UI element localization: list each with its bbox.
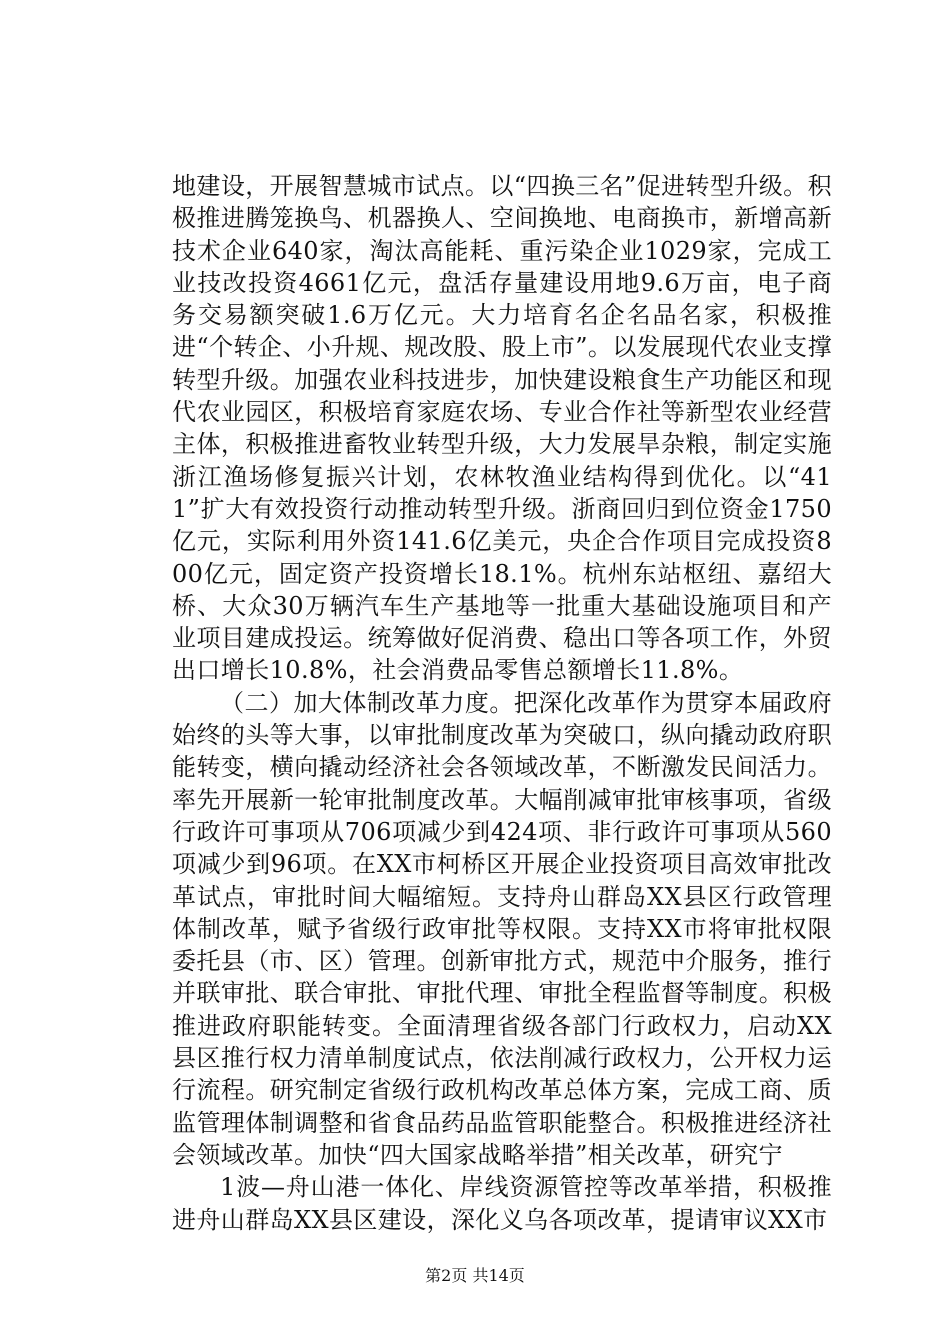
body-text <box>172 170 832 1236</box>
paragraph-section-two: （二）加大体制改革力度。把深化改革作为贯穿本届政府始终的头等大事，以审批制度改革为突破口，纵向撬动政府职能转变，横向撬动经济社会各领域改革，不断激发民间活力。率先开展新一轮审批制度改革。大幅削减审批审核事项，省级行政许可事项从706项减少到424项、非行政许可事项从560项减少到96项。在XX市柯桥区开展企业投资项目高效审批改革试点，审批时间大幅缩短。支持舟山群岛XX县区行政管理体制改革，赋予省级行政审批等权限。支持XX市将审批权限委托县（市、区）管理。创新审批方式，规范中介服务，推行并联审批、联合审批、审批代理、审批全程监督等制度。积极推进政府职能转变。全面清理省级各部门行政权力，启动XX县区推行权力清单制度试点，依法削减行政权力，公开权力运行流程。研究制定省级行政机构改革总体方案，完成工商、质监管理体制调整和省食品药品监管职能整合。积极推进经济社会领域改革。加快“四大国家战略举措”相关改革，研究宁 <box>172 688 832 1169</box>
page-number-footer: 第2页 共14页 <box>425 1266 525 1285</box>
paragraph-continuation: 地建设，开展智慧城市试点。以“四换三名”促进转型升级。积极推进腾笼换鸟、机器换人、空间换地、电商换市，新增高新技术企业640家，淘汰高能耗、重污染企业1029家，完成工业技改投资4661亿元，盘活存量建设用地9.6万亩，电子商务交易额突破1.6万亿元。大力培育名企名品名家，积极推进“个转企、小升规、规改股、股上市”。以发展现代农业支撑转型升级。加强农业科技进步，加快建设粮食生产功能区和现代农业园区，积极培育家庭农场、专业合作社等新型农业经营主体，积极推进畜牧业转型升级，大力发展旱杂粮，制定实施浙江渔场修复振兴计划，农林牧渔业结构得到优化。以“411”扩大有效投资行动推动转型升级。浙商回归到位资金1750亿元，实际利用外资141.6亿美元，央企合作项目完成投资800亿元，固定资产投资增长18.1%。杭州东站枢纽、嘉绍大桥、大众30万辆汽车生产基地等一批重大基础设施项目和产业项目建成投运。统筹做好促消费、稳出口等各项工作，外贸出口增长10.8%，社会消费品零售总额增长11.8%。 <box>172 172 832 685</box>
paragraph-continued-section: 1波—舟山港一体化、岸线资源管控等改革举措，积极推进舟山群岛XX县区建设，深化义乌各项改革，提请审议XX市 <box>172 1173 832 1234</box>
